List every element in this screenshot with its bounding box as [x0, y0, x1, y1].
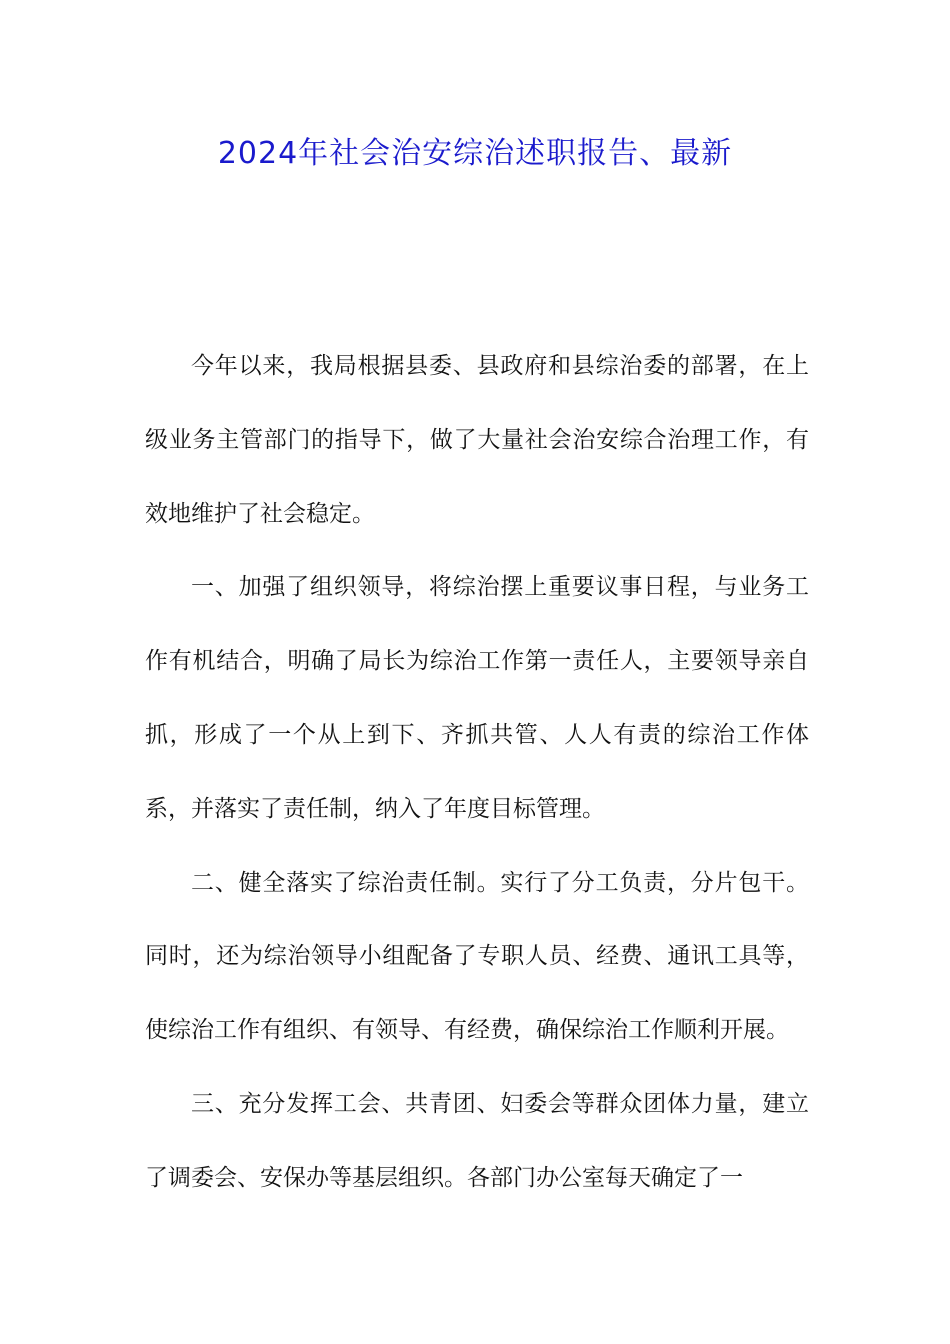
- paragraph-section-3: 三、充分发挥工会、共青团、妇委会等群众团体力量，建立了调委会、安保办等基层组织。各部门办公室每天确定了一: [145, 1090, 809, 1191]
- paragraph-intro: 今年以来，我局根据县委、县政府和县综治委的部署，在上级业务主管部门的指导下，做了大量社会治安综合治理工作，有效地维护了社会稳定。: [145, 353, 809, 527]
- paragraph-section-2: 二、健全落实了综治责任制。实行了分工负责，分片包干。同时，还为综治领导小组配备了专职人员、经费、通讯工具等，使综治工作有组织、有领导、有经费，确保综治工作顺利开展。: [145, 869, 809, 1044]
- document-body: [145, 330, 809, 1216]
- paragraph-section-1: 一、加强了组织领导，将综治摆上重要议事日程，与业务工作有机结合，明确了局长为综治工作第一责任人，主要领导亲自抓，形成了一个从上到下、齐抓共管、人人有责的综治工作体系，并落实了责任制，纳入了年度目标管理。: [145, 574, 809, 822]
- document-title: 2024年社会治安综治述职报告、最新: [217, 136, 733, 171]
